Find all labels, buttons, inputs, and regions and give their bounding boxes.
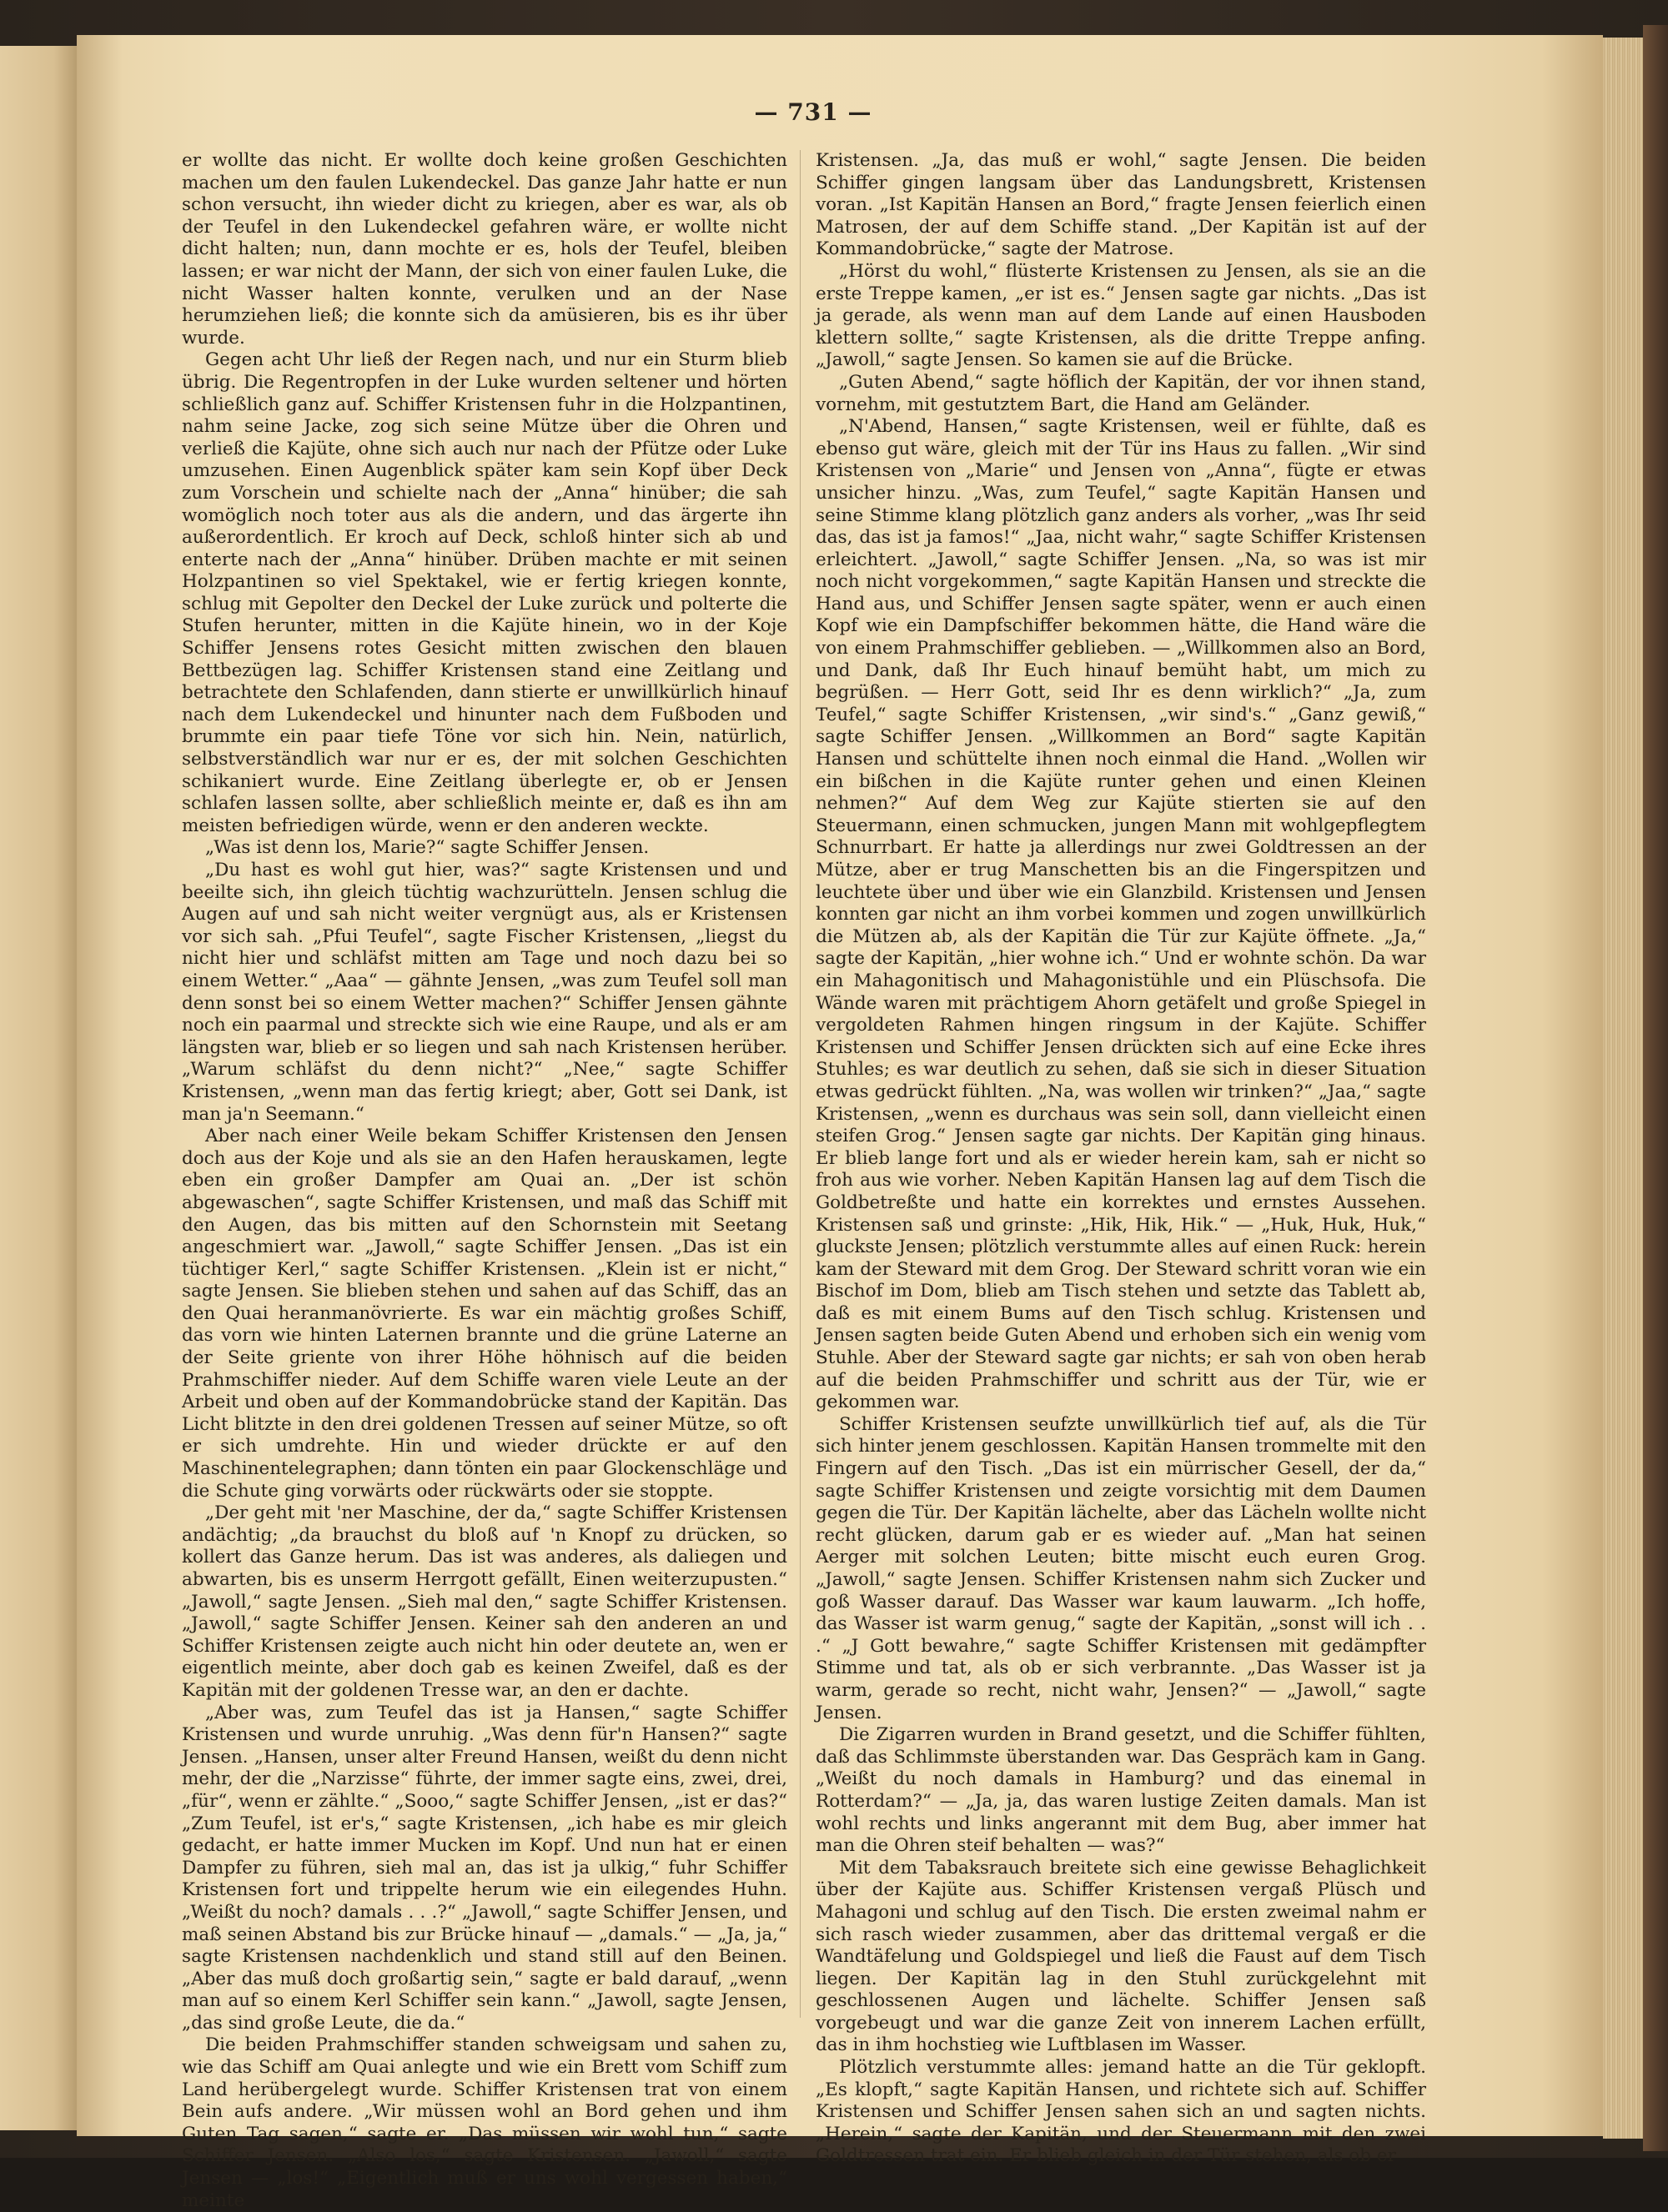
- paragraph: Aber nach einer Weile bekam Schiffer Kristensen den Jensen doch aus der Koje und als sie an den Hafen herauskamen, legte eben ein großer Dampfer am Quai an. „Der ist schön abgewaschen“, sagte Schiffer Kristensen, und maß das Schiff mit den Augen, das bis mitten auf den Schornstein mit Seetang angeschmiert war. „Jawoll,“ sagte Schiffer Jensen. „Das ist ein tüchtiger Kerl,“ sagte Schiffer Kristensen. „Klein ist er nicht,“ sagte Jensen. Sie blieben stehen und sahen auf das Schiff, das an den Quai heranmanövrierte. Es war ein mächtig großes Schiff, das vorn wie hinten Laternen brannte und die grüne Laterne an der Seite griente von ihrer Höhe höhnisch auf die beiden Prahmschiffer nieder. Auf dem Schiffe waren viele Leute an der Arbeit und oben auf der Kommandobrücke stand der Kapitän. Das Licht blitzte in den drei goldenen Tressen auf seiner Mütze, so oft er sich umdrehte. Hin und wieder drückte er auf den Maschinentelegraphen; dann tönten ein paar Glockenschläge und die Schute ging vorwärts oder rückwärts oder sie stoppte.: [182, 1126, 787, 1502]
- text-column-right: [816, 150, 1426, 2167]
- paragraph: „N'Abend, Hansen,“ sagte Kristensen, weil er fühlte, daß es ebenso gut wäre, gleich mit der Tür ins Haus zu fallen. „Wir sind Kristensen von „Marie“ und Jensen von „Anna“, fügte er etwas unsicher hinzu. „Was, zum Teufel,“ sagte Kapitän Hansen und seine Stimme klang plötzlich ganz anders als vorher, „was Ihr seid das, das ist ja famos!“ „Jaa, nicht wahr,“ sagte Schiffer Kristensen erleichtert. „Jawoll,“ sagte Schiffer Jensen. „Na, so was ist mir noch nicht vorgekommen,“ sagte Kapitän Hansen und streckte die Hand aus, und Schiffer Jensen sagte später, wenn er auch einen Kopf wie ein Dampfschiffer bekommen hätte, die Hand wäre die von einem Prahmschiffer geblieben. — „Willkommen also an Bord, und Dank, daß Ihr Euch hinauf bemüht habt, um mich zu begrüßen. — Herr Gott, seid Ihr es denn wirklich?“ „Ja, zum Teufel,“ sagte Schiffer Kristensen, „wir sind's.“ „Ganz gewiß,“ sagte Schiffer Jensen. „Willkommen an Bord“ sagte Kapitän Hansen und schüttelte ihnen noch einmal die Hand. „Wollen wir ein bißchen in die Kajüte runter gehen und einen Kleinen nehmen?“ Auf dem Weg zur Kajüte stierten sie auf den Steuermann, einen schmucken, jungen Mann mit wohlgepflegtem Schnurrbart. Er hatte ja allerdings nur zwei Goldtressen an der Mütze, aber er trug Manschetten bis an die Fingerspitzen und leuchtete über und über wie ein Glanzbild. Kristensen und Jensen konnten gar nicht an ihm vorbei kommen und zogen unwillkürlich die Mützen ab, als der Kapitän die Tür zur Kajüte öffnete. „Ja,“ sagte der Kapitän, „hier wohne ich.“ Und er wohnte schön. Da war ein Mahagonitisch und Mahagonistühle und ein Plüschsofa. Die Wände waren mit prächtigem Ahorn getäfelt und große Spiegel in vergoldeten Rahmen hingen ringsum in der Kajüte. Schiffer Kristensen und Schiffer Jensen drückten sich auf eine Ecke ihres Stuhles; es war deutlich zu sehen, daß sie sich in dieser Situation etwas gedrückt fühlten. „Na, was wollen wir trinken?“ „Jaa,“ sagte Kristensen, „wenn es durchaus was sein soll, dann vielleicht einen steifen Grog.“ Jensen sagte gar nichts. Der Kapitän ging hinaus. Er blieb lange fort und als er wieder herein kam, sah er nicht so froh aus wie vorher. Neben Kapitän Hansen lag auf dem Tisch die Goldbetreßte und hatte ein korrektes und ernstes Aussehen. Kristensen saß und grinste: „Hik, Hik, Hik.“ — „Huk, Huk, Huk,“ gluckste Jensen; plötzlich verstummte alles auf einen Ruck: herein kam der Steward mit dem Grog. Der Steward schritt voran wie ein Bischof im Dom, blieb am Tisch stehen und setzte das Tablett ab, daß es mit einem Bums auf den Tisch schlug. Kristensen und Jensen sagten beide Guten Abend und erhoben sich ein wenig vom Stuhle. Aber der Steward sagte gar nichts; er sah von oben herab auf die beiden Prahmschiffer und schritt aus der Tür, wie er gekommen war.: [816, 416, 1426, 1413]
- facing-page-edge: [0, 46, 77, 2130]
- book-cover-edge: [1643, 25, 1668, 2151]
- paragraph: Plötzlich verstummte alles: jemand hatte an die Tür geklopft. „Es klopft,“ sagte Kapitän Hansen, und richtete sich auf. Schiffer Kristensen und Schiffer Jensen sahen sich an und sagten nichts. „Herein,“ sagte der Kapitän, und der Steuermann mit den zwei Goldtressen trat ein. Er blieb gleich in der Tür stehen, als ob er: [816, 2057, 1426, 2167]
- paragraph: „Du hast es wohl gut hier, was?“ sagte Kristensen und und beeilte sich, ihn gleich tüchtig wachzurütteln. Jensen schlug die Augen auf und sah nicht weiter vergnügt aus, als er Kristensen vor sich sah. „Pfui Teufel“, sagte Fischer Kristensen, „liegst du nicht hier und schläfst mitten am Tage und noch dazu bei so einem Wetter.“ „Aaa“ — gähnte Jensen, „was zum Teufel soll man denn sonst bei so einem Wetter machen?“ Schiffer Jensen gähnte noch ein paarmal und streckte sich wie eine Raupe, und als er am längsten war, blieb er so liegen und sah nach Kristensen herüber. „Warum schläfst du denn nicht?“ „Nee,“ sagte Schiffer Kristensen, „wenn man das fertig kriegt; aber, Gott sei Dank, ist man ja'n Seemann.“: [182, 860, 787, 1125]
- text-column-left: [182, 150, 787, 2211]
- paragraph: „Der geht mit 'ner Maschine, der da,“ sagte Schiffer Kristensen andächtig; „da brauchst du bloß auf 'n Knopf zu drücken, so kollert das Ganze herum. Das ist was anderes, als daliegen und abwarten, bis es unserm Herrgott gefällt, Einen weiterzupusten.“ „Jawoll,“ sagte Jensen. „Sieh mal den,“ sagte Schiffer Kristensen. „Jawoll,“ sagte Schiffer Jensen. Keiner sah den anderen an und Schiffer Kristensen zeigte auch nicht hin oder deutete an, wen er eigentlich meinte, aber doch gab es keinen Zweifel, daß es der Kapitän mit der goldenen Tresse war, an den er dachte.: [182, 1502, 787, 1701]
- paragraph: Die beiden Prahmschiffer standen schweigsam und sahen zu, wie das Schiff am Quai anlegte und wie ein Brett vom Schiff zum Land herübergelegt wurde. Schiffer Kristensen trat von einem Bein aufs andere. „Wir müssen wohl an Bord gehen und ihm Guten Tag sagen,“ sagte er. „Das müssen wir wohl tun,“ sagte Schiffer Jensen. „Also los,“ sagte Kristensen. „Jawoll,“ sagte Jensen — „los!“ „Eigentlich muß er uns wohl vergessen haben,“ meinte: [182, 2034, 787, 2211]
- page-number: — 731 —: [754, 98, 872, 126]
- paragraph: Schiffer Kristensen seufzte unwillkürlich tief auf, als die Tür sich hinter jenem geschlossen. Kapitän Hansen trommelte mit den Fingern auf den Tisch. „Das ist ein mürrischer Gesell, der da,“ sagte Schiffer Kristensen und zeigte vorsichtig mit dem Daumen gegen die Tür. Der Kapitän lächelte, aber das Lächeln wollte nicht recht glücken, darum gab er es wieder auf. „Man hat seinen Aerger mit solchen Leuten; bitte mischt euch euren Grog. „Jawoll,“ sagte Jensen. Schiffer Kristensen nahm sich Zucker und goß Wasser darauf. Das Wasser war kaum lauwarm. „Ich hoffe, das Wasser ist warm genug,“ sagte der Kapitän, „sonst will ich . . .“ „J Gott bewahre,“ sagte Schiffer Kristensen mit gedämpfter Stimme und tat, als ob er sich verbrannte. „Das Wasser ist ja warm, gerade so recht, nicht wahr, Jensen?“ — „Jawoll,“ sagte Jensen.: [816, 1413, 1426, 1723]
- paragraph: Mit dem Tabaksrauch breitete sich eine gewisse Behaglichkeit über der Kajüte aus. Schiffer Kristensen vergaß Plüsch und Mahagoni und schlug auf den Tisch. Die ersten zweimal nahm er sich rasch wieder zusammen, aber das drittemal vergaß er die Wandtäfelung und Goldspiegel und ließ die Faust auf dem Tisch liegen. Der Kapitän lag in den Stuhl zurückgelehnt mit geschlossenen Augen und lächelte. Schiffer Jensen saß vorgebeugt und war die ganze Zeit von innerem Lachen erfüllt, das in ihm hochstieg wie Luftblasen im Wasser.: [816, 1857, 1426, 2056]
- paragraph: „Guten Abend,“ sagte höflich der Kapitän, der vor ihnen stand, vornehm, mit gestutztem Bart, die Hand am Geländer.: [816, 371, 1426, 415]
- paragraph: Die Zigarren wurden in Brand gesetzt, und die Schiffer fühlten, daß das Schlimmste überstanden war. Das Gespräch kam in Gang. „Weißt du noch damals in Hamburg? und das einemal in Rotterdam?“ — „Ja, ja, das waren lustige Zeiten damals. Man ist wohl rechts und links angerannt mit dem Bug, aber immer hat man die Ohren steif behalten — was?“: [816, 1724, 1426, 1857]
- paragraph: Gegen acht Uhr ließ der Regen nach, und nur ein Sturm blieb übrig. Die Regentropfen in der Luke wurden seltener und hörten schließlich ganz auf. Schiffer Kristensen fuhr in die Holzpantinen, nahm seine Jacke, zog sich seine Mütze über die Ohren und verließ die Kajüte, ohne sich auch nur nach der Pfütze oder Luke umzusehen. Einen Augenblick später kam sein Kopf über Deck zum Vorschein und schielte nach der „Anna“ hinüber; die sah womöglich noch toter aus als die andern, und das ärgerte ihn außerordentlich. Er kroch auf Deck, schloß hinter sich ab und enterte nach der „Anna“ hinüber. Drüben machte er mit seinen Holzpantinen so viel Spektakel, wie er fertig kriegen konnte, schlug mit Gepolter den Deckel der Luke zurück und polterte die Stufen herunter, mitten in die Kajüte hinein, wo in der Koje Schiffer Jensens rotes Gesicht mitten zwischen den blauen Bettbezügen lag. Schiffer Kristensen stand eine Zeitlang und betrachtete den Schlafenden, dann stierte er unwillkürlich hinauf nach dem Lukendeckel und hinunter nach dem Fußboden und brummte ein paar tiefe Töne vor sich hin. Nein, natürlich, selbstverständlich war nur er es, der mit solchen Geschichten schikaniert wurde. Eine Zeitlang überlegte er, ob er Jensen schlafen lassen sollte, aber schließlich meinte er, daß es ihn am meisten befriedigen würde, wenn er den anderen weckte.: [182, 349, 787, 836]
- paragraph: „Hörst du wohl,“ flüsterte Kristensen zu Jensen, als sie an die erste Treppe kamen, „er ist es.“ Jensen sagte gar nichts. „Das ist ja gerade, als wenn man auf dem Lande auf einen Hausboden klettern sollte,“ sagte Kristensen, als die dritte Treppe anfing. „Jawoll,“ sagte Jensen. So kamen sie auf die Brücke.: [816, 260, 1426, 371]
- paragraph: Kristensen. „Ja, das muß er wohl,“ sagte Jensen. Die beiden Schiffer gingen langsam über das Landungsbrett, Kristensen voran. „Ist Kapitän Hansen an Bord,“ fragte Jensen feierlich einen Matrosen, der auf dem Schiffe stand. „Der Kapitän ist auf der Kommandobrücke,“ sagte der Matrose.: [816, 150, 1426, 260]
- paragraph: „Aber was, zum Teufel das ist ja Hansen,“ sagte Schiffer Kristensen und wurde unruhig. „Was denn für'n Hansen?“ sagte Jensen. „Hansen, unser alter Freund Hansen, weißt du denn nicht mehr, der die „Narzisse“ führte, der immer sagte eins, zwei, drei, „für“, wenn er zählte.“ „Sooo,“ sagte Schiffer Jensen, „ist er das?“ „Zum Teufel, ist er's,“ sagte Kristensen, „ich habe es mir gleich gedacht, er hatte immer Mucken im Kopf. Und nun hat er einen Dampfer zu führen, sieh mal an, das ist ja ulkig,“ fuhr Schiffer Kristensen fort und trippelte herum wie ein eilegendes Huhn. „Weißt du noch? damals . . .?“ „Jawoll,“ sagte Schiffer Jensen, und maß seinen Abstand bis zur Brücke hinauf — „damals.“ — „Ja, ja,“ sagte Kristensen nachdenklich und stand still auf den Beinen. „Aber das muß doch großartig sein,“ sagte er bald darauf, „wenn man auf so einem Kerl Schiffer sein kann.“ „Jawoll, sagte Jensen, „das sind große Leute, die da.“: [182, 1702, 787, 2034]
- paragraph: er wollte das nicht. Er wollte doch keine großen Geschichten machen um den faulen Lukendeckel. Das ganze Jahr hatte er nun schon versucht, ihn wieder dicht zu kriegen, aber es war, als ob der Teufel in den Lukendeckel gefahren wäre, er wollte nicht dicht halten; nun, dann mochte er es, hols der Teufel, bleiben lassen; er war nicht der Mann, der sich von einer faulen Luke, die nicht Wasser halten konnte, verulken und an der Nase herumziehen ließ; die konnte sich da amüsieren, bis es ihr über wurde.: [182, 150, 787, 349]
- paragraph: „Was ist denn los, Marie?“ sagte Schiffer Jensen.: [204, 837, 650, 859]
- column-divider: [800, 150, 801, 2018]
